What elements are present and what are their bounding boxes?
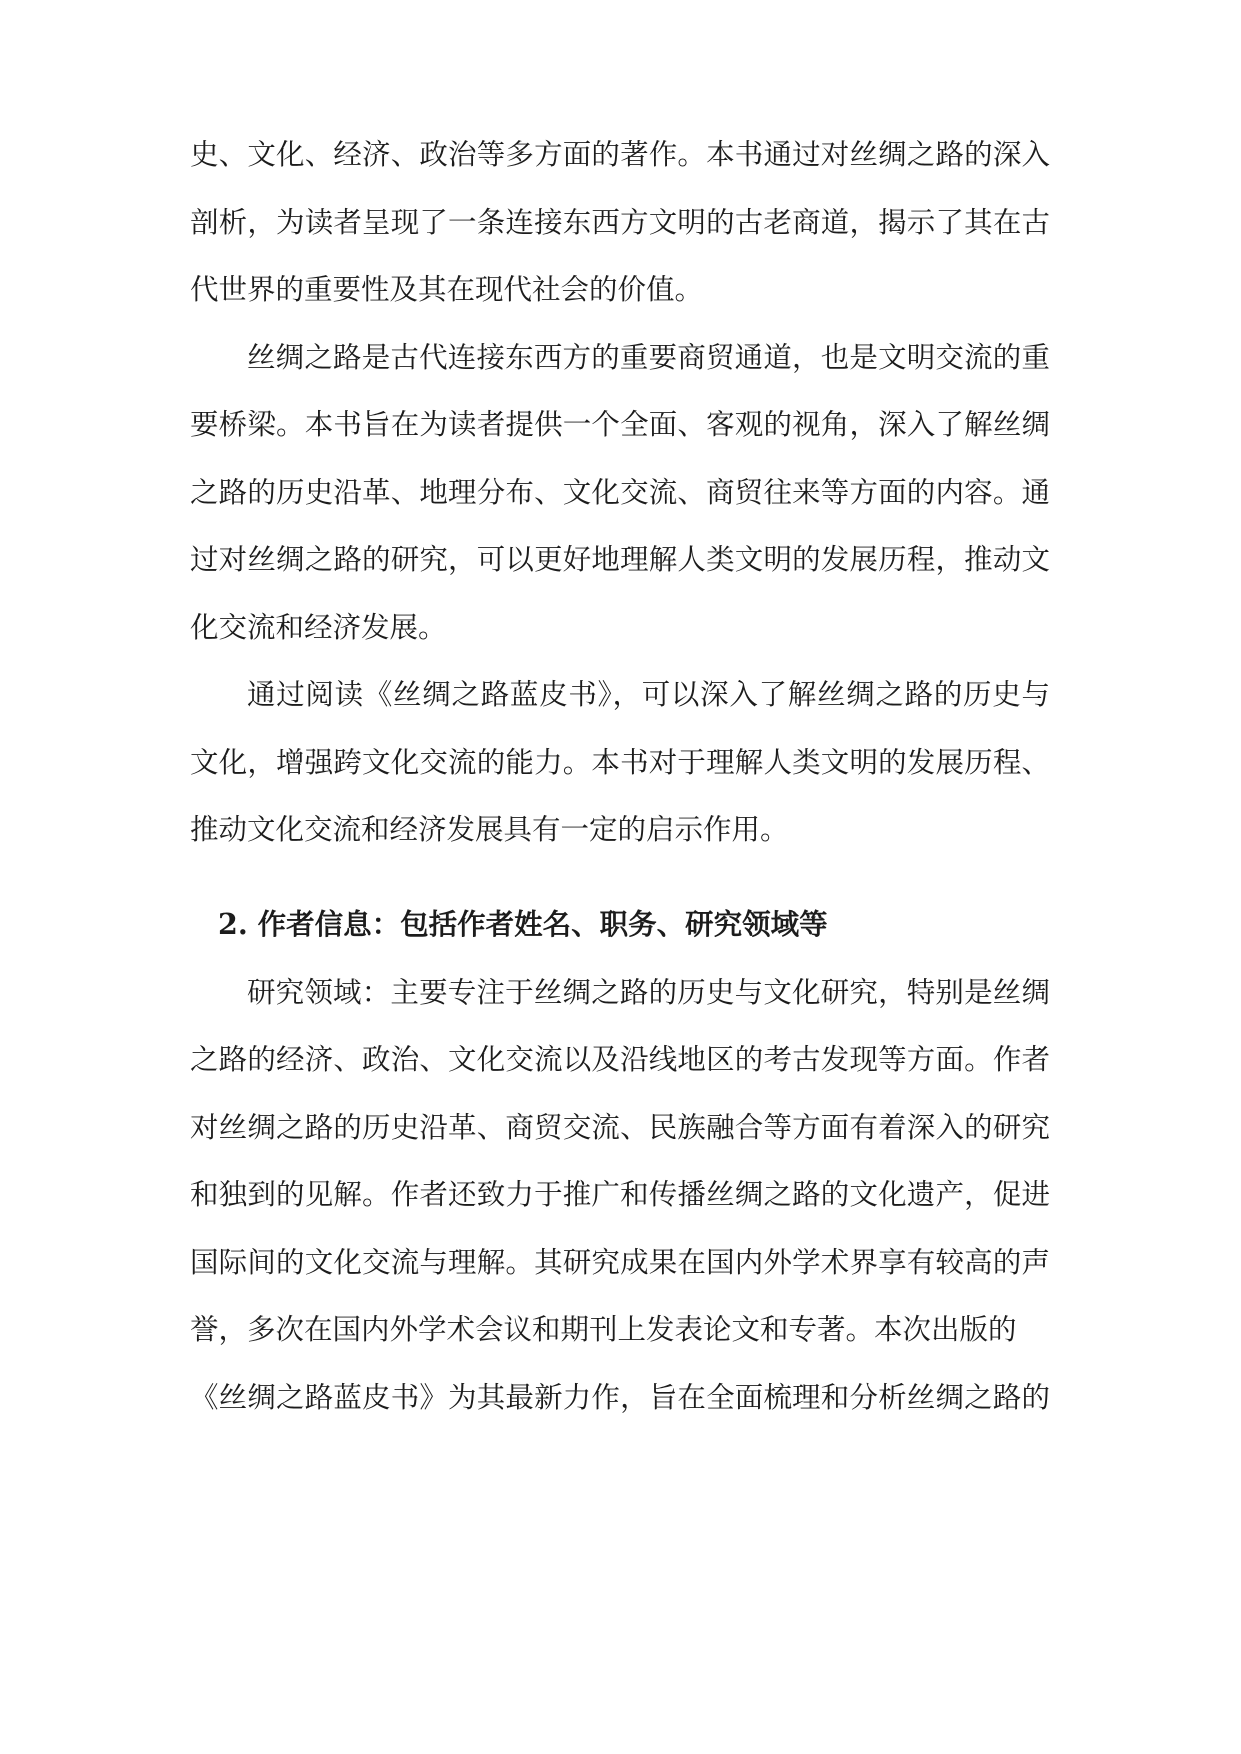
text-line: 之路的经济、政治、文化交流以及沿线地区的考古发现等方面。作者 — [190, 1043, 1050, 1076]
text-line: 要桥梁。本书旨在为读者提供一个全面、客观的视角，深入了解丝绸 — [190, 408, 1050, 441]
text-line: 对丝绸之路的历史沿革、商贸交流、民族融合等方面有着深入的研究 — [190, 1110, 1050, 1144]
paragraph-intro — [190, 121, 1050, 324]
section-heading: 2. 作者信息：包括作者姓名、职务、研究领域等 — [218, 907, 828, 941]
text-line: 过对丝绸之路的研究，可以更好地理解人类文明的发展历程，推动文 — [190, 543, 1050, 576]
text-line: 文化，增强跨文化交流的能力。本书对于理解人类文明的发展历程、 — [190, 745, 1050, 779]
paragraph-author — [190, 959, 1050, 1432]
text-line: 化交流和经济发展。 — [190, 610, 447, 644]
text-line: 史、文化、经济、政治等多方面的著作。本书通过对丝绸之路的深入 — [190, 138, 1050, 171]
text-line: 推动文化交流和经济发展具有一定的启示作用。 — [190, 813, 789, 846]
paragraph-purpose — [190, 324, 1050, 662]
text-line: 丝绸之路是古代连接东西方的重要商贸通道，也是文明交流的重 — [247, 340, 1050, 374]
text-line: 和独到的见解。作者还致力于推广和传播丝绸之路的文化遗产，促进 — [190, 1178, 1050, 1211]
text-line: 《丝绸之路蓝皮书》为其最新力作，旨在全面梳理和分析丝绸之路的 — [190, 1380, 1050, 1414]
text-line: 通过阅读《丝绸之路蓝皮书》，可以深入了解丝绸之路的历史与 — [247, 678, 1050, 711]
text-line: 研究领域：主要专注于丝绸之路的历史与文化研究，特别是丝绸 — [247, 975, 1050, 1009]
text-line: 之路的历史沿革、地理分布、文化交流、商贸往来等方面的内容。通 — [190, 475, 1050, 509]
text-line: 代世界的重要性及其在现代社会的价值。 — [190, 273, 704, 306]
text-line: 誉，多次在国内外学术会议和期刊上发表论文和专著。本次出版的 — [190, 1313, 1017, 1346]
section-heading-block — [190, 891, 1050, 959]
text-line: 剖析，为读者呈现了一条连接东西方文明的古老商道，揭示了其在古 — [190, 205, 1050, 239]
text-line: 国际间的文化交流与理解。其研究成果在国内外学术界享有较高的声 — [190, 1245, 1050, 1279]
paragraph-reading — [190, 661, 1050, 864]
